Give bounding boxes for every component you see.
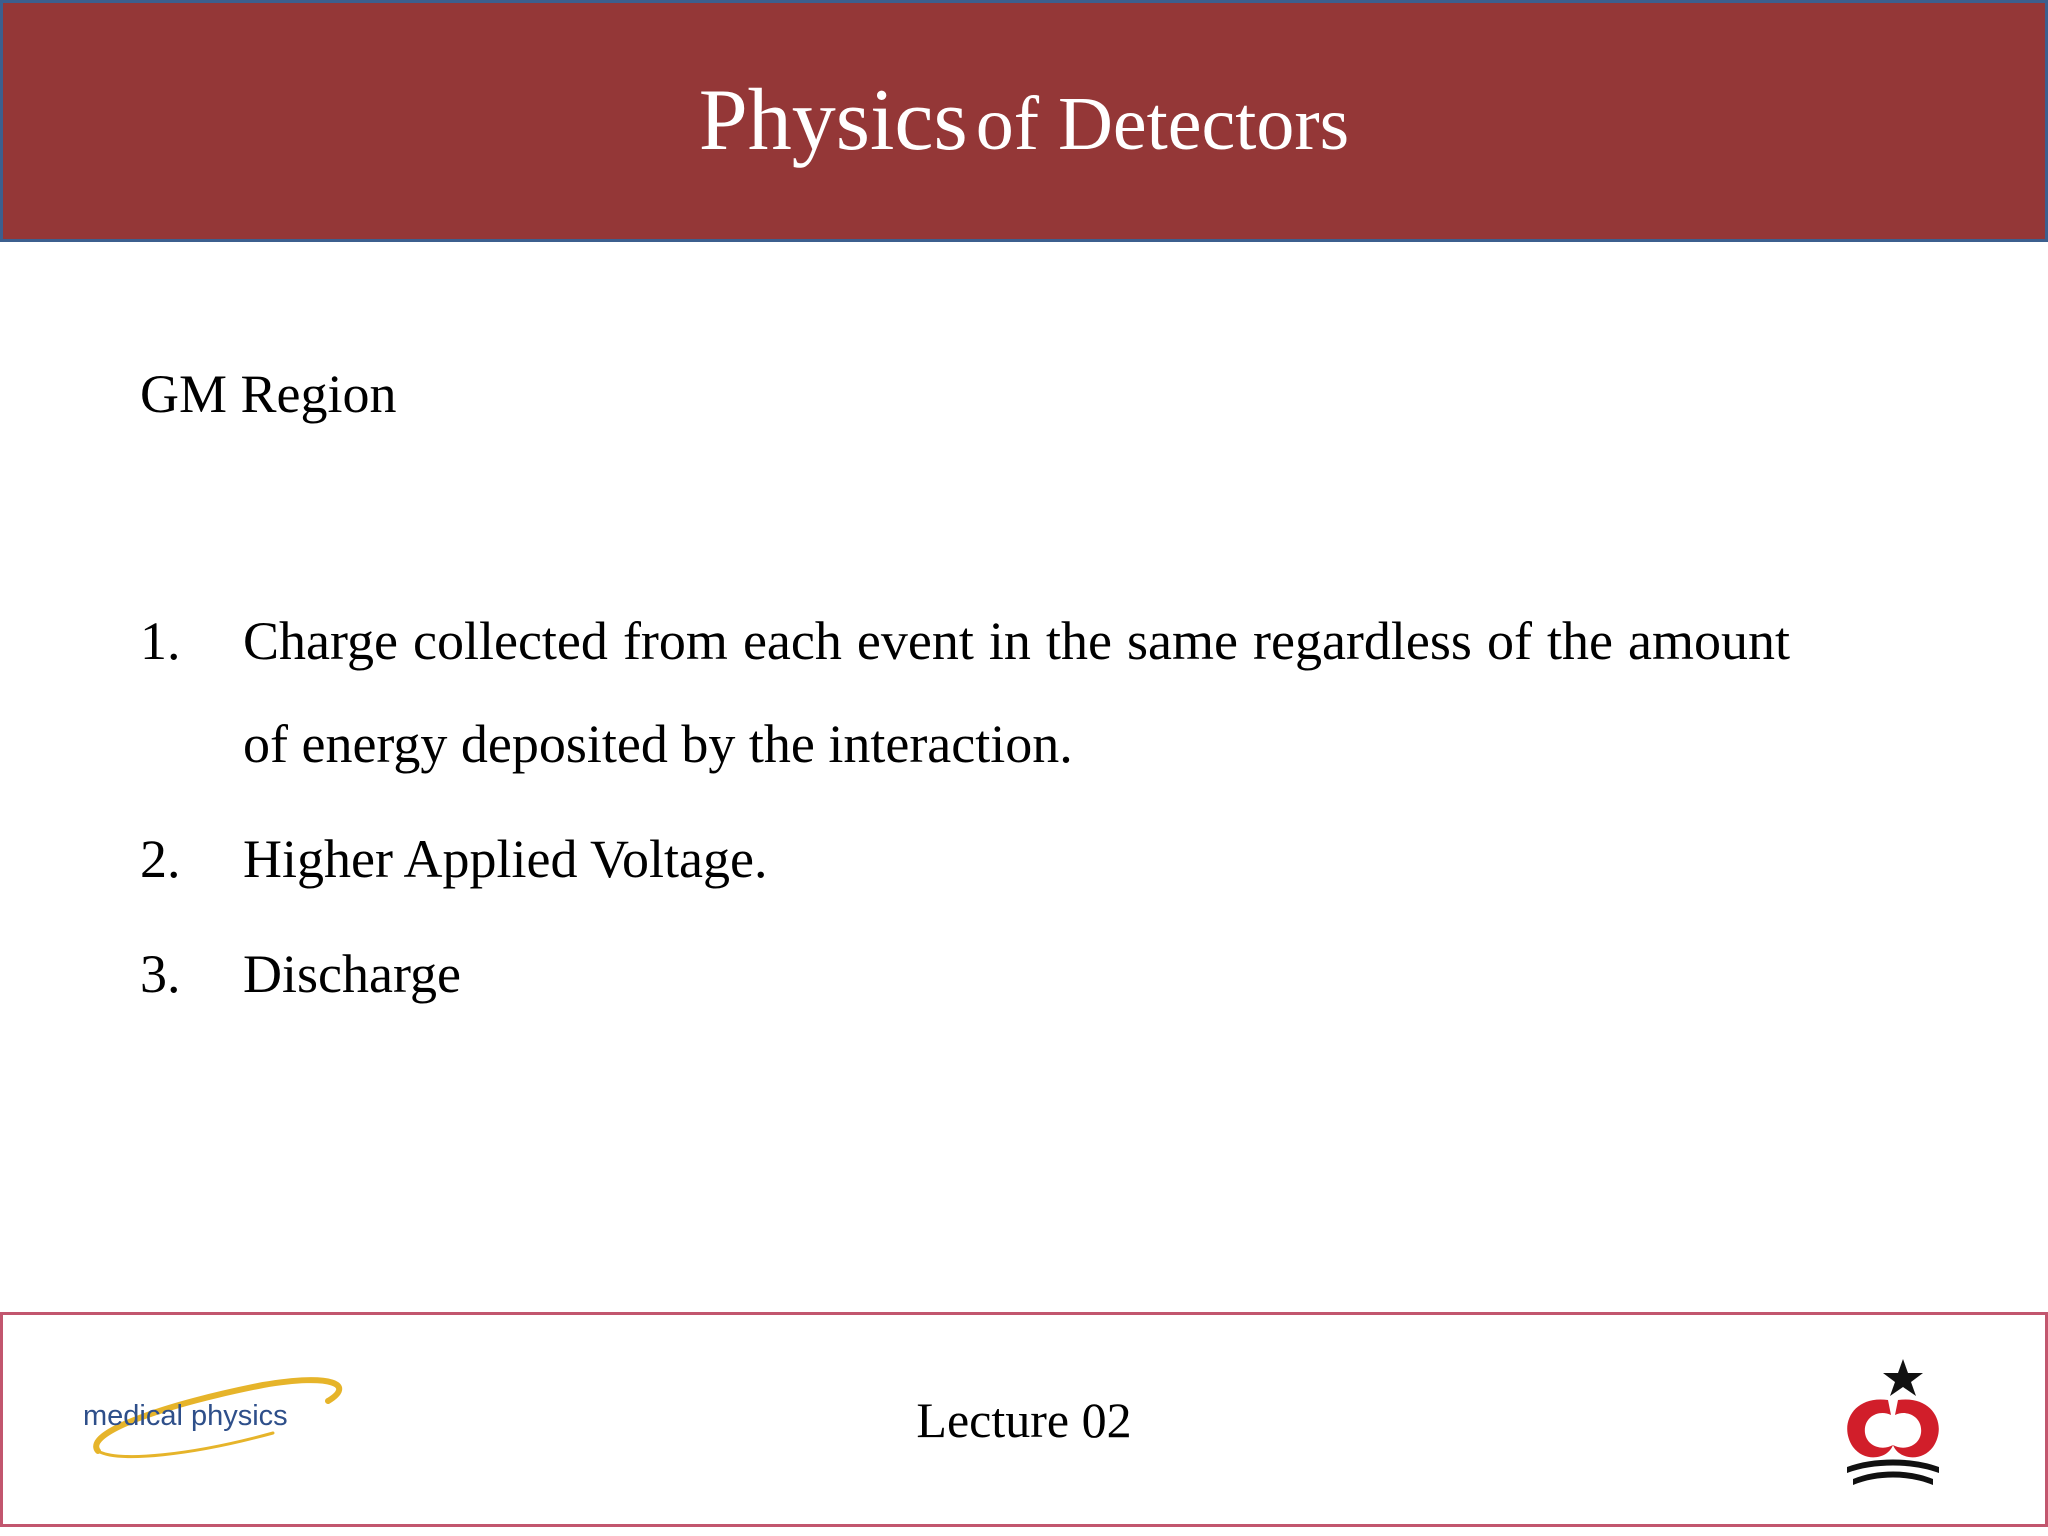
list-item xyxy=(140,923,1790,1026)
list-item-text: Discharge xyxy=(243,944,461,1004)
title-bar xyxy=(0,0,2048,242)
list-item xyxy=(140,808,1790,911)
logo-left-text: medical physics xyxy=(83,1400,288,1432)
list-item-number: 2. xyxy=(140,829,181,889)
list-item-text: Higher Applied Voltage. xyxy=(243,829,768,889)
list-item-number: 1. xyxy=(140,611,181,671)
footer xyxy=(0,1312,2048,1527)
list-item xyxy=(140,590,1790,796)
footer-lecture-label: Lecture 02 xyxy=(916,1392,1132,1448)
title-part-1: Physics xyxy=(698,72,968,169)
section-subtitle: GM Region xyxy=(140,364,397,424)
list-item-number: 3. xyxy=(140,944,181,1004)
title-part-2: of Detectors xyxy=(975,82,1350,166)
numbered-list xyxy=(140,590,1790,1038)
slide-title xyxy=(698,72,1350,169)
university-emblem-icon xyxy=(1833,1355,1953,1495)
list-item-text: Charge collected from each event in the same regardless of the amount of energy deposited by the interaction. xyxy=(243,611,1790,774)
